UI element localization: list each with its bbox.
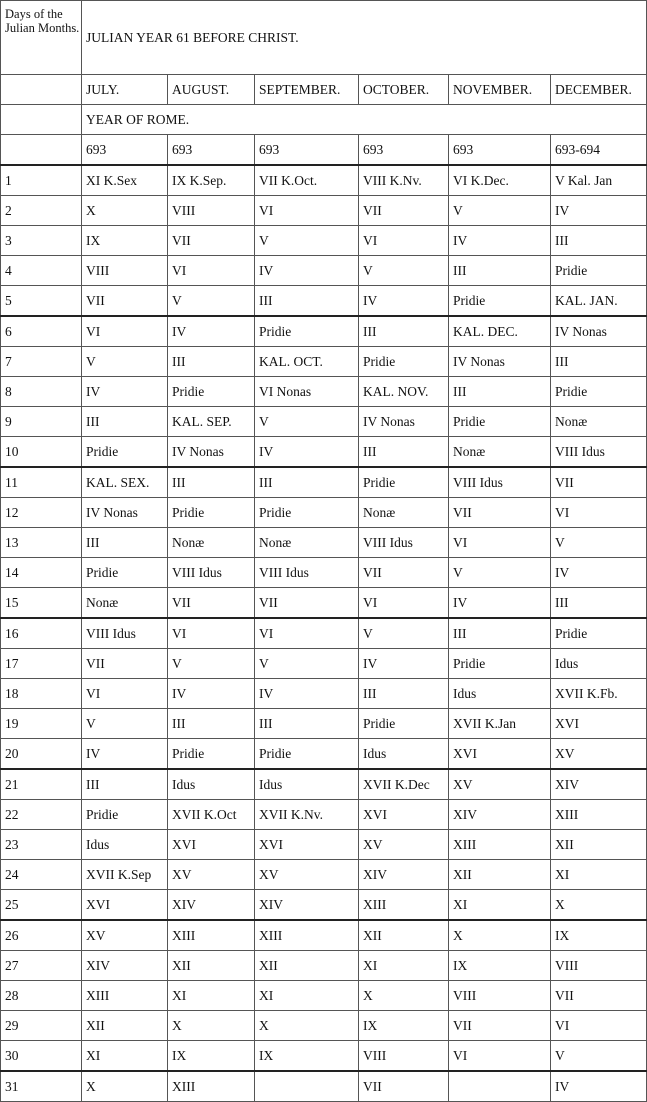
date-cell: Nonæ bbox=[255, 528, 359, 558]
table-row bbox=[1, 377, 647, 407]
date-cell: VII bbox=[255, 588, 359, 619]
date-cell: V bbox=[551, 528, 647, 558]
date-cell: V bbox=[82, 347, 168, 377]
day-number: 9 bbox=[1, 407, 82, 437]
date-cell: V Kal. Jan bbox=[551, 165, 647, 196]
date-cell: XVII K.Jan bbox=[449, 709, 551, 739]
day-number: 20 bbox=[1, 739, 82, 770]
date-cell: IV bbox=[82, 739, 168, 770]
date-cell: VIII bbox=[82, 256, 168, 286]
date-cell: III bbox=[255, 286, 359, 317]
table-row bbox=[1, 1071, 647, 1102]
date-cell: III bbox=[168, 347, 255, 377]
date-cell: VI bbox=[449, 1041, 551, 1072]
table-row bbox=[1, 588, 647, 619]
date-cell: VII bbox=[449, 498, 551, 528]
date-cell: III bbox=[168, 709, 255, 739]
date-cell: XI bbox=[359, 951, 449, 981]
date-cell: III bbox=[449, 256, 551, 286]
date-cell: Pridie bbox=[551, 618, 647, 649]
date-cell: Pridie bbox=[359, 467, 449, 498]
day-number: 6 bbox=[1, 316, 82, 347]
date-cell: Nonæ bbox=[551, 407, 647, 437]
date-cell: XV bbox=[359, 830, 449, 860]
date-cell: VII bbox=[449, 1011, 551, 1041]
date-cell: VIII Idus bbox=[168, 558, 255, 588]
date-cell: VII bbox=[359, 1071, 449, 1102]
date-cell: VII bbox=[168, 588, 255, 619]
date-cell: XV bbox=[255, 860, 359, 890]
month-header: NOVEMBER. bbox=[449, 75, 551, 105]
date-cell: IV bbox=[168, 679, 255, 709]
day-number: 8 bbox=[1, 377, 82, 407]
day-number: 29 bbox=[1, 1011, 82, 1041]
day-number: 13 bbox=[1, 528, 82, 558]
table-row bbox=[1, 649, 647, 679]
date-cell: IV Nonas bbox=[359, 407, 449, 437]
date-cell: III bbox=[359, 437, 449, 468]
date-cell: XVI bbox=[449, 739, 551, 770]
date-cell: V bbox=[255, 226, 359, 256]
date-cell: XI bbox=[449, 890, 551, 921]
table-row bbox=[1, 679, 647, 709]
month-header: JULY. bbox=[82, 75, 168, 105]
date-cell: XIII bbox=[168, 920, 255, 951]
table-row bbox=[1, 800, 647, 830]
date-cell: Idus bbox=[551, 649, 647, 679]
day-number: 15 bbox=[1, 588, 82, 619]
date-cell: XII bbox=[82, 1011, 168, 1041]
date-cell: VIII Idus bbox=[449, 467, 551, 498]
date-cell: IV bbox=[255, 437, 359, 468]
date-cell: XII bbox=[255, 951, 359, 981]
date-cell: VI bbox=[255, 196, 359, 226]
date-cell: VI bbox=[168, 256, 255, 286]
date-cell: Pridie bbox=[255, 498, 359, 528]
table-row bbox=[1, 558, 647, 588]
year-value: 693 bbox=[255, 135, 359, 166]
date-cell: VI bbox=[82, 316, 168, 347]
day-number: 1 bbox=[1, 165, 82, 196]
day-number: 27 bbox=[1, 951, 82, 981]
day-number: 22 bbox=[1, 800, 82, 830]
date-cell: XVII K.Sep bbox=[82, 860, 168, 890]
year-value: 693 bbox=[449, 135, 551, 166]
days-label: Days of the Julian Months. bbox=[1, 1, 82, 75]
date-cell: XIV bbox=[255, 890, 359, 921]
date-cell: IX bbox=[449, 951, 551, 981]
day-number: 23 bbox=[1, 830, 82, 860]
day-number: 10 bbox=[1, 437, 82, 468]
date-cell: XIII bbox=[551, 800, 647, 830]
year-of-rome-row bbox=[1, 105, 647, 135]
date-cell: III bbox=[449, 377, 551, 407]
day-number: 7 bbox=[1, 347, 82, 377]
date-cell: X bbox=[449, 920, 551, 951]
table-row bbox=[1, 498, 647, 528]
year-value: 693 bbox=[82, 135, 168, 166]
months-row-blank bbox=[1, 75, 82, 105]
date-cell: KAL. SEP. bbox=[168, 407, 255, 437]
date-cell: III bbox=[255, 709, 359, 739]
date-cell: KAL. SEX. bbox=[82, 467, 168, 498]
table-row bbox=[1, 437, 647, 468]
date-cell: VIII bbox=[551, 951, 647, 981]
date-cell bbox=[449, 1071, 551, 1102]
date-cell: IV bbox=[449, 226, 551, 256]
date-cell: III bbox=[168, 467, 255, 498]
day-number: 11 bbox=[1, 467, 82, 498]
table-row bbox=[1, 316, 647, 347]
date-cell: XV bbox=[82, 920, 168, 951]
month-header: AUGUST. bbox=[168, 75, 255, 105]
day-number: 5 bbox=[1, 286, 82, 317]
date-cell: XII bbox=[359, 920, 449, 951]
date-cell: III bbox=[359, 679, 449, 709]
title-row bbox=[1, 1, 647, 75]
table-row bbox=[1, 951, 647, 981]
day-number: 26 bbox=[1, 920, 82, 951]
table-row bbox=[1, 618, 647, 649]
date-cell: IV Nonas bbox=[449, 347, 551, 377]
day-number: 19 bbox=[1, 709, 82, 739]
date-cell: V bbox=[82, 709, 168, 739]
date-cell: IV Nonas bbox=[168, 437, 255, 468]
date-cell: VII bbox=[359, 558, 449, 588]
date-cell: XVII K.Oct bbox=[168, 800, 255, 830]
date-cell: VIII bbox=[449, 981, 551, 1011]
year-of-rome-label: YEAR OF ROME. bbox=[82, 105, 647, 135]
date-cell: VIII Idus bbox=[255, 558, 359, 588]
date-cell: Pridie bbox=[82, 558, 168, 588]
date-cell: VII bbox=[551, 981, 647, 1011]
date-cell: Pridie bbox=[255, 316, 359, 347]
date-cell: XVI bbox=[551, 709, 647, 739]
date-cell: III bbox=[82, 407, 168, 437]
date-cell: XII bbox=[449, 860, 551, 890]
day-number: 21 bbox=[1, 769, 82, 800]
date-cell: IV bbox=[551, 558, 647, 588]
date-cell: X bbox=[359, 981, 449, 1011]
date-cell: XIII bbox=[82, 981, 168, 1011]
date-cell: V bbox=[168, 649, 255, 679]
date-cell: III bbox=[82, 769, 168, 800]
date-cell: XIV bbox=[449, 800, 551, 830]
month-header: DECEMBER. bbox=[551, 75, 647, 105]
date-cell: VI bbox=[359, 226, 449, 256]
date-cell: XIV bbox=[359, 860, 449, 890]
table-row bbox=[1, 226, 647, 256]
date-cell: IV bbox=[168, 316, 255, 347]
date-cell: Nonæ bbox=[168, 528, 255, 558]
table-row bbox=[1, 347, 647, 377]
date-cell: V bbox=[449, 196, 551, 226]
year-value: 693 bbox=[168, 135, 255, 166]
years-row bbox=[1, 135, 647, 166]
date-cell: Pridie bbox=[168, 377, 255, 407]
date-cell: III bbox=[255, 467, 359, 498]
date-cell: X bbox=[255, 1011, 359, 1041]
date-cell: IV bbox=[551, 1071, 647, 1102]
date-cell: XVI bbox=[255, 830, 359, 860]
date-cell: XV bbox=[449, 769, 551, 800]
date-cell: Pridie bbox=[449, 649, 551, 679]
table-row bbox=[1, 769, 647, 800]
date-cell: VI Nonas bbox=[255, 377, 359, 407]
date-cell: Pridie bbox=[168, 498, 255, 528]
date-cell: Pridie bbox=[82, 800, 168, 830]
date-cell: V bbox=[359, 256, 449, 286]
date-cell: IV bbox=[82, 377, 168, 407]
table-row bbox=[1, 286, 647, 317]
date-cell: VIII Idus bbox=[82, 618, 168, 649]
date-cell: Pridie bbox=[449, 286, 551, 317]
date-cell: Idus bbox=[449, 679, 551, 709]
day-number: 30 bbox=[1, 1041, 82, 1072]
date-cell: IV Nonas bbox=[551, 316, 647, 347]
table-row bbox=[1, 407, 647, 437]
date-cell: Idus bbox=[82, 830, 168, 860]
date-cell: VIII K.Nv. bbox=[359, 165, 449, 196]
date-cell: VII bbox=[359, 196, 449, 226]
date-cell: XI bbox=[255, 981, 359, 1011]
table-row bbox=[1, 981, 647, 1011]
date-cell: KAL. OCT. bbox=[255, 347, 359, 377]
table-row bbox=[1, 1041, 647, 1072]
date-cell: V bbox=[255, 649, 359, 679]
day-number: 25 bbox=[1, 890, 82, 921]
date-cell: Pridie bbox=[82, 437, 168, 468]
day-number: 18 bbox=[1, 679, 82, 709]
date-cell: XI bbox=[82, 1041, 168, 1072]
date-cell: III bbox=[551, 226, 647, 256]
month-header: OCTOBER. bbox=[359, 75, 449, 105]
day-number: 28 bbox=[1, 981, 82, 1011]
date-cell: V bbox=[449, 558, 551, 588]
date-cell: IV bbox=[449, 588, 551, 619]
date-cell: XIII bbox=[359, 890, 449, 921]
table-title: JULIAN YEAR 61 BEFORE CHRIST. bbox=[82, 1, 647, 75]
date-cell: XV bbox=[168, 860, 255, 890]
date-cell: IV bbox=[255, 256, 359, 286]
date-cell: XVII K.Dec bbox=[359, 769, 449, 800]
date-cell: X bbox=[82, 196, 168, 226]
date-cell: XIV bbox=[82, 951, 168, 981]
date-cell: VI bbox=[551, 1011, 647, 1041]
date-cell: Pridie bbox=[551, 377, 647, 407]
date-cell: IX bbox=[82, 226, 168, 256]
date-cell: XIV bbox=[168, 890, 255, 921]
date-cell: Nonæ bbox=[359, 498, 449, 528]
date-cell: IX bbox=[359, 1011, 449, 1041]
date-cell: IV bbox=[359, 286, 449, 317]
date-cell: KAL. DEC. bbox=[449, 316, 551, 347]
table-row bbox=[1, 256, 647, 286]
date-cell: X bbox=[551, 890, 647, 921]
date-cell: VII bbox=[82, 649, 168, 679]
date-cell: VIII bbox=[168, 196, 255, 226]
date-cell: IV Nonas bbox=[82, 498, 168, 528]
day-number: 24 bbox=[1, 860, 82, 890]
date-cell: Pridie bbox=[449, 407, 551, 437]
table-row bbox=[1, 467, 647, 498]
date-cell: XII bbox=[168, 951, 255, 981]
day-number: 4 bbox=[1, 256, 82, 286]
table-row bbox=[1, 1011, 647, 1041]
table-row bbox=[1, 739, 647, 770]
months-row bbox=[1, 75, 647, 105]
year-value: 693-694 bbox=[551, 135, 647, 166]
table-row bbox=[1, 890, 647, 921]
date-cell: KAL. NOV. bbox=[359, 377, 449, 407]
date-cell: Nonæ bbox=[449, 437, 551, 468]
date-cell: V bbox=[551, 1041, 647, 1072]
date-cell: XVII K.Nv. bbox=[255, 800, 359, 830]
date-cell: IV bbox=[359, 649, 449, 679]
date-cell: XVII K.Fb. bbox=[551, 679, 647, 709]
date-cell: XI K.Sex bbox=[82, 165, 168, 196]
date-cell: X bbox=[82, 1071, 168, 1102]
date-cell: IV bbox=[255, 679, 359, 709]
day-number: 17 bbox=[1, 649, 82, 679]
date-cell: IX K.Sep. bbox=[168, 165, 255, 196]
date-cell: IX bbox=[168, 1041, 255, 1072]
date-cell bbox=[255, 1071, 359, 1102]
date-cell: Nonæ bbox=[82, 588, 168, 619]
table-row bbox=[1, 920, 647, 951]
date-cell: VII bbox=[168, 226, 255, 256]
date-cell: V bbox=[168, 286, 255, 317]
table-row bbox=[1, 830, 647, 860]
date-cell: VI bbox=[82, 679, 168, 709]
date-cell: III bbox=[359, 316, 449, 347]
date-cell: VIII bbox=[359, 1041, 449, 1072]
date-cell: XII bbox=[551, 830, 647, 860]
date-cell: XIV bbox=[551, 769, 647, 800]
date-cell: VI bbox=[551, 498, 647, 528]
day-number: 14 bbox=[1, 558, 82, 588]
date-cell: VIII Idus bbox=[551, 437, 647, 468]
date-cell: XI bbox=[168, 981, 255, 1011]
date-cell: Idus bbox=[255, 769, 359, 800]
date-cell: Idus bbox=[168, 769, 255, 800]
table-row bbox=[1, 709, 647, 739]
date-cell: X bbox=[168, 1011, 255, 1041]
date-cell: Pridie bbox=[359, 347, 449, 377]
date-cell: VII K.Oct. bbox=[255, 165, 359, 196]
date-cell: VI K.Dec. bbox=[449, 165, 551, 196]
date-cell: VIII Idus bbox=[359, 528, 449, 558]
date-cell: XV bbox=[551, 739, 647, 770]
date-cell: XVI bbox=[168, 830, 255, 860]
date-cell: IX bbox=[551, 920, 647, 951]
date-cell: III bbox=[551, 347, 647, 377]
table-row bbox=[1, 528, 647, 558]
date-cell: III bbox=[82, 528, 168, 558]
day-number: 31 bbox=[1, 1071, 82, 1102]
date-cell: Pridie bbox=[255, 739, 359, 770]
day-number: 3 bbox=[1, 226, 82, 256]
month-header: SEPTEMBER. bbox=[255, 75, 359, 105]
date-cell: VI bbox=[359, 588, 449, 619]
date-cell: Pridie bbox=[359, 709, 449, 739]
year-value: 693 bbox=[359, 135, 449, 166]
date-cell: V bbox=[255, 407, 359, 437]
date-cell: XIII bbox=[168, 1071, 255, 1102]
table-row bbox=[1, 165, 647, 196]
years-row-blank bbox=[1, 135, 82, 166]
date-cell: XIII bbox=[449, 830, 551, 860]
day-number: 12 bbox=[1, 498, 82, 528]
day-number: 2 bbox=[1, 196, 82, 226]
date-cell: Pridie bbox=[551, 256, 647, 286]
day-number: 16 bbox=[1, 618, 82, 649]
date-cell: IV bbox=[551, 196, 647, 226]
date-cell: Idus bbox=[359, 739, 449, 770]
date-cell: XVI bbox=[359, 800, 449, 830]
date-cell: VI bbox=[255, 618, 359, 649]
date-cell: VI bbox=[449, 528, 551, 558]
date-cell: III bbox=[449, 618, 551, 649]
date-cell: IX bbox=[255, 1041, 359, 1072]
table-row bbox=[1, 860, 647, 890]
date-cell: III bbox=[551, 588, 647, 619]
date-cell: XVI bbox=[82, 890, 168, 921]
date-cell: VII bbox=[82, 286, 168, 317]
year-of-rome-blank bbox=[1, 105, 82, 135]
date-cell: V bbox=[359, 618, 449, 649]
table-row bbox=[1, 196, 647, 226]
date-cell: Pridie bbox=[168, 739, 255, 770]
date-cell: KAL. JAN. bbox=[551, 286, 647, 317]
date-cell: VII bbox=[551, 467, 647, 498]
date-cell: XI bbox=[551, 860, 647, 890]
date-cell: XIII bbox=[255, 920, 359, 951]
date-cell: VI bbox=[168, 618, 255, 649]
